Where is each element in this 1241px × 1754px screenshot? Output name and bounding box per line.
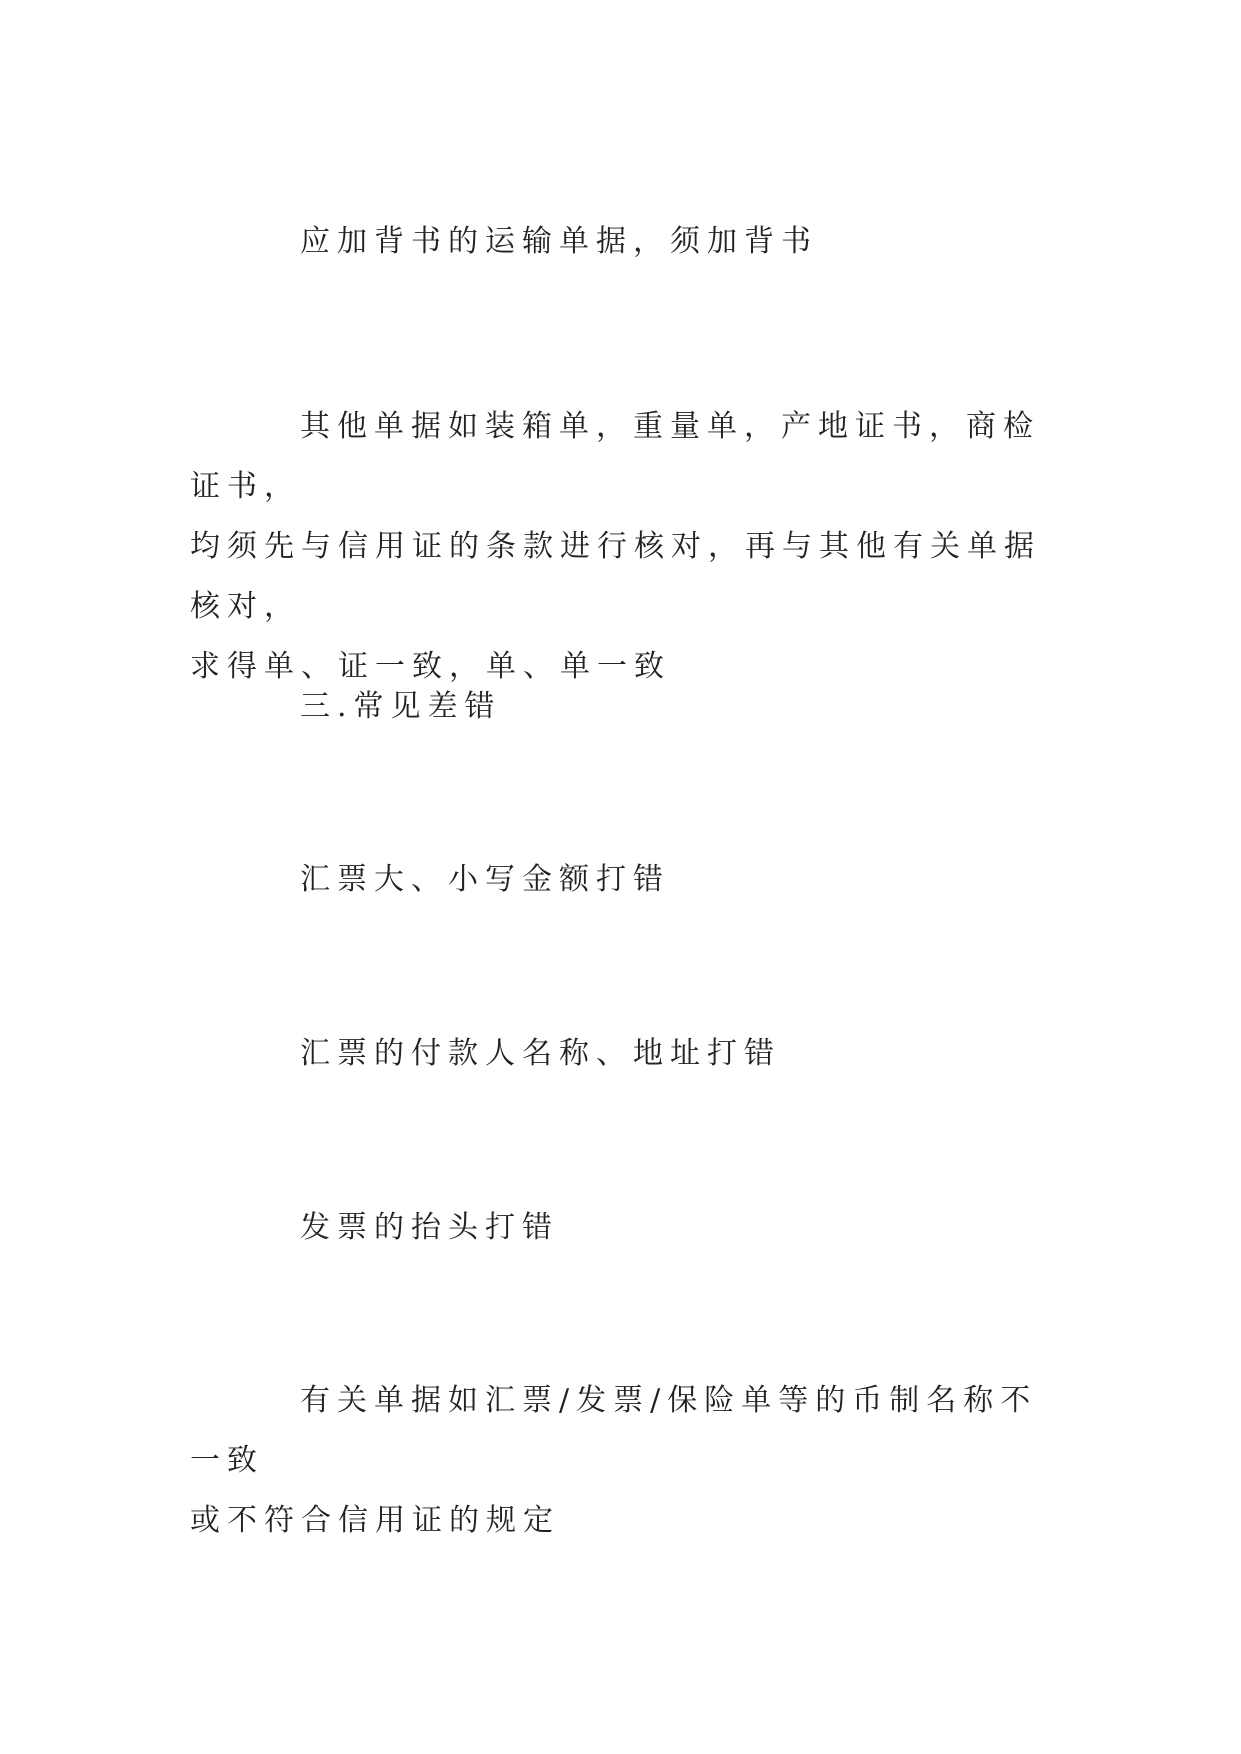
section-heading xyxy=(190,677,1060,737)
paragraph-line: 三.常见差错 xyxy=(300,689,502,724)
paragraph-line: 有关单据如汇票/发票/保险单等的币制名称不一致 xyxy=(190,1383,1038,1478)
paragraph-currency-mismatch xyxy=(190,1371,1060,1551)
paragraph-draft-amount-error xyxy=(190,850,1060,910)
paragraph-invoice-title-error xyxy=(190,1198,1060,1258)
paragraph-line: 均须先与信用证的条款进行核对，再与其他有关单据核对， xyxy=(190,529,1041,624)
paragraph-line: 汇票的付款人名称、地址打错 xyxy=(300,1036,781,1071)
paragraph-line: 汇票大、小写金额打错 xyxy=(300,862,670,897)
paragraph-line: 应加背书的运输单据，须加背书 xyxy=(300,224,818,259)
paragraph-drawee-error xyxy=(190,1024,1060,1084)
paragraph-line: 或不符合信用证的规定 xyxy=(190,1503,560,1538)
paragraph-line: 其他单据如装箱单，重量单，产地证书，商检证书， xyxy=(190,409,1040,504)
paragraph-line: 发票的抬头打错 xyxy=(300,1210,559,1245)
paragraph-line: 求得单、证一致，单、单一致 xyxy=(190,649,671,684)
paragraph-other-documents xyxy=(190,397,1060,697)
paragraph-endorsement xyxy=(190,212,1060,272)
